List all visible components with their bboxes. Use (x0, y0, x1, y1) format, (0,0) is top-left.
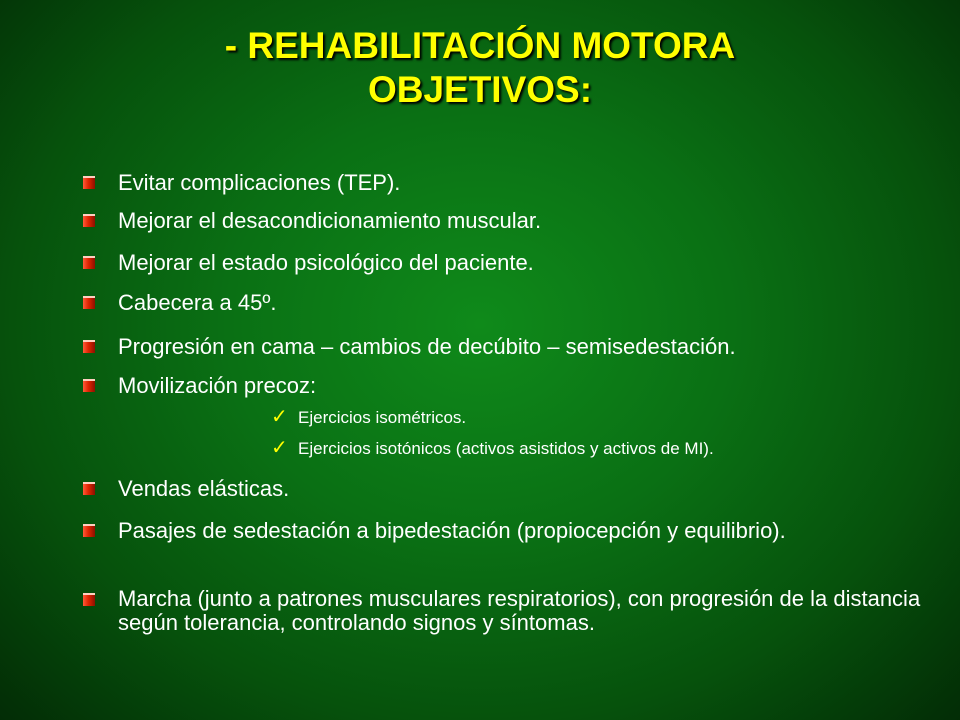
square-bullet-icon (83, 524, 95, 537)
square-bullet-icon (83, 593, 95, 606)
list-item: Vendas elásticas. (118, 476, 290, 501)
checkmark-icon: ✓ (271, 435, 288, 459)
sub-list-item: Ejercicios isométricos. (298, 408, 467, 427)
list-item: Movilización precoz: (118, 373, 317, 398)
square-bullet-icon (83, 296, 95, 309)
list-item: Evitar complicaciones (TEP). (118, 170, 401, 195)
list-item: Pasajes de sedestación a bipedestación (propiocepción y equilibrio). (118, 518, 786, 543)
square-bullet-icon (83, 214, 95, 227)
sub-list-item: Ejercicios isotónicos (activos asistidos y activos de MI). (298, 439, 714, 458)
checkmark-icon: ✓ (271, 404, 288, 428)
list-item: Mejorar el estado psicológico del paciente. (118, 250, 534, 275)
title-line-2: OBJETIVOS: (367, 69, 593, 110)
square-bullet-icon (83, 340, 95, 353)
list-item: Cabecera a 45º. (118, 290, 277, 315)
list-item: Mejorar el desacondicionamiento muscular. (118, 208, 542, 233)
square-bullet-icon (83, 379, 95, 392)
list-item: Progresión en cama – cambios de decúbito – semisedestación. (118, 334, 736, 359)
list-item: Marcha (junto a patrones musculares respiratorios), con progresión de la distancia según tolerancia, controlando signos y síntomas. (118, 586, 921, 635)
title-line-1: - REHABILITACIÓN MOTORA (224, 25, 736, 66)
square-bullet-icon (83, 482, 95, 495)
square-bullet-icon (83, 176, 95, 189)
square-bullet-icon (83, 256, 95, 269)
